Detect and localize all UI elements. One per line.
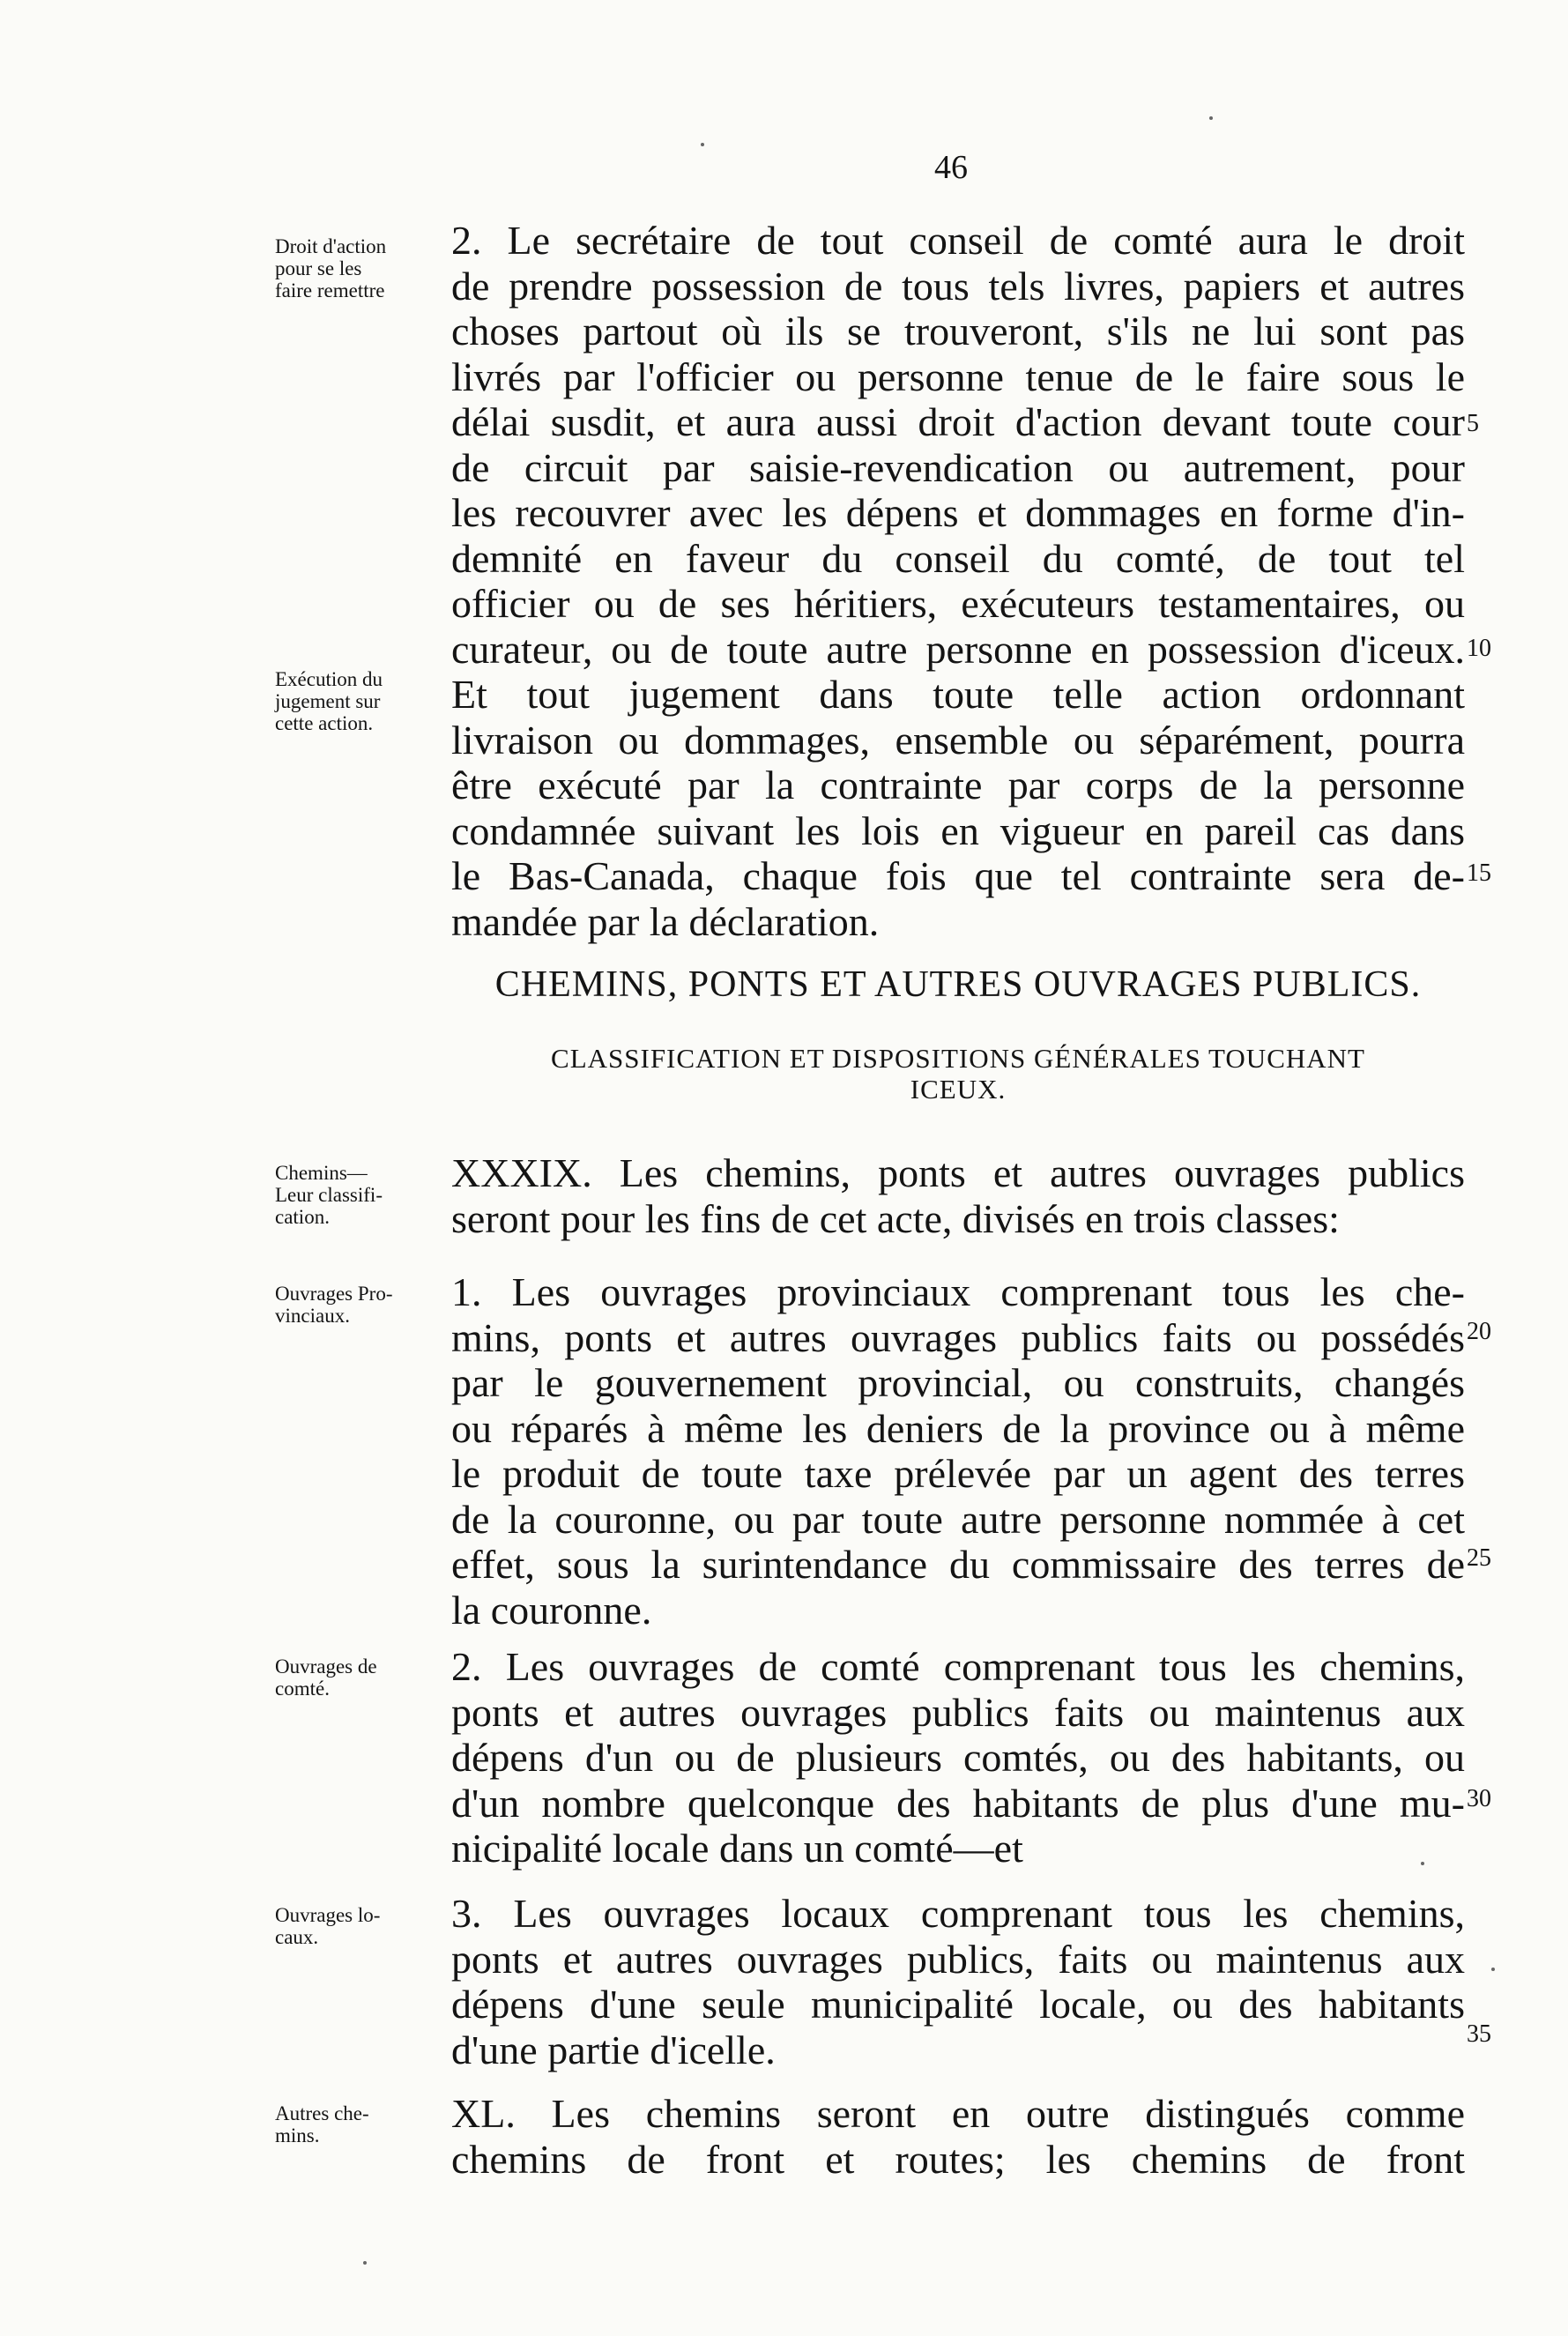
text-line: 2. Les ouvrages de comté comprenant tous les chemins, [451, 1644, 1465, 1689]
text-line: la couronne. [451, 1587, 652, 1633]
text-line: curateur, ou de toute autre personne en possession d'iceux. [451, 626, 1465, 672]
note-line: Ouvrages Pro- [275, 1283, 393, 1305]
note-line: Ouvrages lo- [275, 1904, 381, 1926]
text-line: délai susdit, et aura aussi droit d'action devant toute cour [451, 399, 1465, 444]
text-line: ou réparés à même les deniers de la province ou à même [451, 1405, 1465, 1451]
text-line: nicipalité locale dans un comté—et [451, 1826, 1023, 1871]
scan-speck [363, 2261, 367, 2265]
text-line: mandée par la déclaration. [451, 898, 880, 944]
text-line: effet, sous la surintendance du commissaire des terres de [451, 1542, 1465, 1587]
note-line: cation. [275, 1206, 330, 1228]
text-line: livraison ou dommages, ensemble ou séparément, pourra [451, 717, 1465, 763]
margin-note-ouvrages-comte [275, 1655, 451, 1700]
subheading-line: CLASSIFICATION ET DISPOSITIONS GÉNÉRALES TOUCHANT [551, 1043, 1365, 1074]
note-line: Chemins— [275, 1162, 368, 1184]
paragraph-droit-action [451, 218, 1465, 944]
scan-speck [701, 143, 704, 146]
text-line: demnité en faveur du conseil du comté, de tout tel [451, 535, 1465, 581]
text-line: de circuit par saisie-revendication ou autrement, pour [451, 444, 1465, 490]
section-heading: CHEMINS, PONTS ET AUTRES OUVRAGES PUBLICS. [494, 964, 1422, 1005]
subheading-line: ICEUX. [910, 1074, 1007, 1105]
scan-speck [1491, 1968, 1495, 1971]
scan-speck [1421, 1862, 1424, 1865]
margin-note-autres-chemins [275, 2102, 451, 2146]
text-line: chemins de front et routes; les chemins de front [451, 2136, 1465, 2182]
text-line: livrés par l'officier ou personne tenue de le faire sous le [451, 353, 1465, 399]
margin-note-droit-action [275, 235, 451, 301]
line-number: 25 [1467, 1544, 1491, 1572]
note-line: pour se les [275, 257, 362, 279]
paragraph-ouvrages-provinciaux [451, 1269, 1465, 1633]
note-line: Autres che- [275, 2102, 369, 2124]
paragraph-ouvrages-comte [451, 1644, 1465, 1871]
text-line: XL. Les chemins seront en outre distingués comme [451, 2091, 1465, 2136]
note-line: Exécution du [275, 668, 383, 690]
note-line: jugement sur [275, 690, 381, 712]
text-line: ponts et autres ouvrages publics, faits ou maintenus aux [451, 1936, 1465, 1982]
page-number: 46 [934, 149, 968, 186]
note-line: faire remettre [275, 279, 385, 301]
text-line: par le gouvernement provincial, ou construits, changés [451, 1360, 1465, 1405]
text-line: XXXIX. Les chemins, ponts et autres ouvrages publics [451, 1150, 1465, 1195]
margin-note-execution [275, 668, 451, 734]
text-line: les recouvrer avec les dépens et dommages en forme d'in- [451, 490, 1465, 535]
text-line: ponts et autres ouvrages publics faits ou maintenus aux [451, 1689, 1465, 1735]
text-line: officier ou de ses héritiers, exécuteurs testamentaires, ou [451, 581, 1465, 626]
section-subheading [451, 1043, 1465, 1105]
text-line: dépens d'une seule municipalité locale, ou des habitants [451, 1982, 1465, 2027]
text-line: choses partout où ils se trouveront, s'ils ne lui sont pas [451, 309, 1465, 353]
margin-note-ouvrages-locaux [275, 1904, 451, 1948]
text-line: dépens d'un ou de plusieurs comtés, ou des habitants, ou [451, 1735, 1465, 1780]
note-line: Droit d'action [275, 235, 387, 257]
paragraph-ouvrages-locaux [451, 1891, 1465, 2072]
line-number: 10 [1467, 635, 1491, 662]
line-number: 5 [1467, 410, 1479, 437]
section-xxxix [451, 1150, 1465, 1241]
text-line: seront pour les fins de cet acte, divisés en trois classes: [451, 1195, 1340, 1241]
note-line: vinciaux. [275, 1305, 350, 1327]
text-line: être exécuté par la contrainte par corps de la personne [451, 763, 1465, 807]
text-line: le produit de toute taxe prélevée par un agent des terres [451, 1451, 1465, 1496]
line-number: 35 [1467, 2020, 1491, 2048]
note-line: caux. [275, 1926, 319, 1948]
text-line: mins, ponts et autres ouvrages publics faits ou possédés [451, 1314, 1465, 1360]
text-line: 3. Les ouvrages locaux comprenant tous les chemins, [451, 1891, 1465, 1936]
margin-note-ouvrages-provinciaux [275, 1283, 451, 1327]
note-line: cette action. [275, 712, 374, 734]
note-line: comté. [275, 1678, 330, 1700]
note-line: mins. [275, 2124, 320, 2146]
line-number: 15 [1467, 859, 1491, 887]
scan-speck [1209, 116, 1213, 120]
text-line: 2. Le secrétaire de tout conseil de comté aura le droit [451, 218, 1465, 263]
text-line: d'un nombre quelconque des habitants de plus d'une mu- [451, 1780, 1465, 1826]
text-line: Et tout jugement dans toute telle action ordonnant [451, 672, 1465, 717]
line-number: 30 [1467, 1785, 1491, 1812]
text-line: d'une partie d'icelle. [451, 2027, 776, 2072]
text-line: de la couronne, ou par toute autre personne nommée à cet [451, 1496, 1465, 1542]
line-number: 20 [1467, 1318, 1491, 1345]
note-line: Ouvrages de [275, 1655, 377, 1678]
section-xl [451, 2091, 1465, 2182]
note-line: Leur classifi- [275, 1184, 383, 1206]
text-line: condamnée suivant les lois en vigueur en pareil cas dans [451, 807, 1465, 853]
text-line: le Bas-Canada, chaque fois que tel contrainte sera de- [451, 853, 1465, 898]
text-line: de prendre possession de tous tels livres, papiers et autres [451, 263, 1465, 309]
text-line: 1. Les ouvrages provinciaux comprenant tous les che- [451, 1269, 1465, 1314]
margin-note-chemins [275, 1162, 451, 1228]
